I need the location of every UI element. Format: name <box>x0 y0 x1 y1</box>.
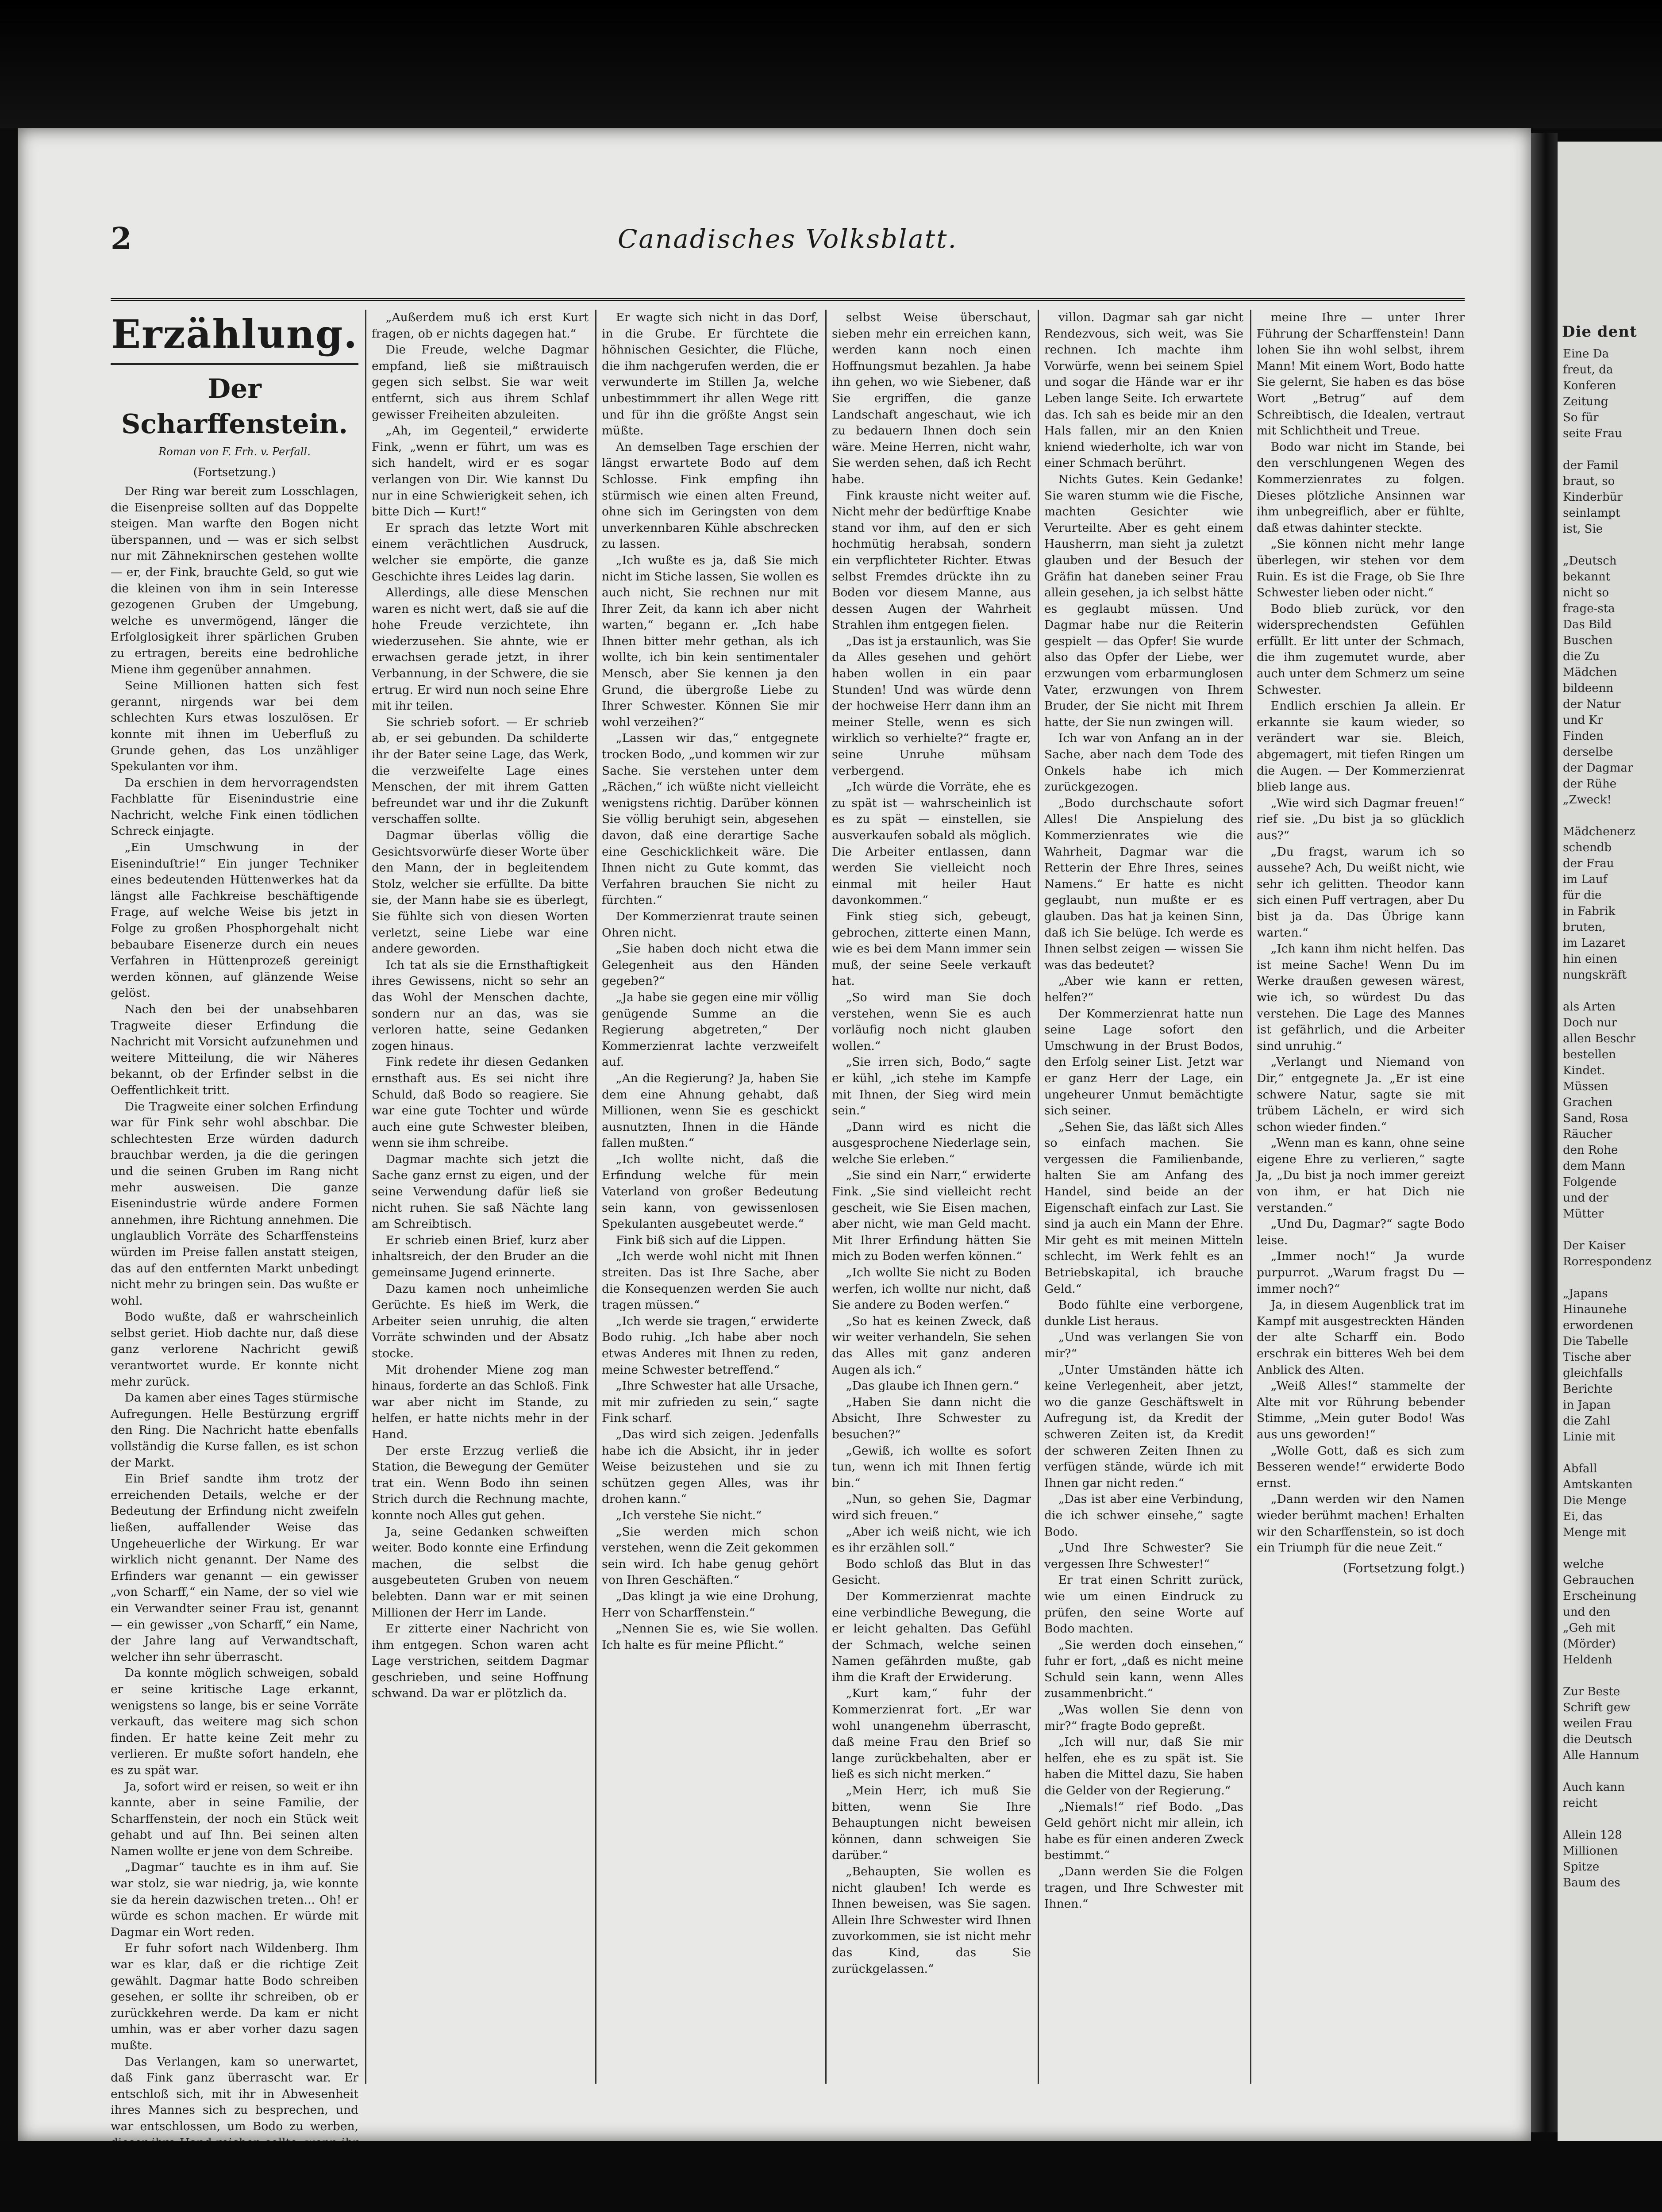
paragraph: „Dann werden Sie die Folgen tragen, und Ihre Schwester mit Ihnen.“ <box>1044 1865 1243 1911</box>
paragraph: Fink redete ihr diesen Gedanken ernsthaft aus. Es sei nicht ihre Schuld, daß Bodo so reagiere. Sie war eine gute Tochter und würde auch eine gute Schwester bleiben, wenn sie ihm schreibe. <box>372 1055 589 1150</box>
paragraph: „Ich will nur, daß Sie mir helfen, ehe es zu spät ist. Sie haben die Mittel dazu, Sie haben die Gelder von der Regierung.“ <box>1044 1735 1243 1798</box>
paragraph: Nach den bei der unabsehbaren Tragweite dieser Erfindung die Nachricht mit Vorsicht aufzunehmen und weitere Mitteilung, die wir Näheres bekannt, ob der Erfinder selbst in die Oeffentlichkeit tritt. <box>111 1002 358 1097</box>
page-gutter <box>1531 133 1558 2132</box>
paragraph: „Haben Sie dann nicht die Absicht, Ihre Schwester zu besuchen?“ <box>832 1395 1031 1441</box>
paragraph: „Wolle Gott, daß es sich zum Besseren wende!“ erwiderte Bodo ernst. <box>1257 1444 1465 1490</box>
paragraph: „Weiß Alles!“ stammelte der Alte mit vor Rührung bebender Stimme, „Mein guter Bodo! Was aus uns geworden!“ <box>1257 1379 1465 1441</box>
column-rule <box>595 310 596 2084</box>
paragraph: meine Ihre — unter Ihrer Führung der Scharffenstein! Dann lohen Sie ihn wohl selbst, ihrem Mann! Mit einem Wort, Bodo hatte Sie gelernt, Sie haben es das böse Wort „Betrug“ auf dem Schreibtisch, die Idealen, vertraut mit Schlichtheit und Treue. <box>1257 311 1465 438</box>
column-3 <box>602 310 819 2084</box>
paragraph: Da kamen aber eines Tages stürmische Aufregungen. Helle Bestürzung ergriff den Ring. Die Nachricht hatte ebenfalls vollständig die Kurse fallen, es ist schon der Markt. <box>111 1391 358 1470</box>
paragraph: „Aber wie kann er retten, helfen?“ <box>1044 974 1243 1004</box>
paragraph: „Das ist ja erstaunlich, was Sie da Alles gesehen und gehört haben wollen in ein paar Stunden! Und was würde denn der hochweise Herr dann ihm an meiner Stelle, wenn es sich wirklich so verhielte?“ fragte er, seine Unruhe mühsam verbergend. <box>832 634 1031 778</box>
paragraph: Seine Millionen hatten sich fest gerannt, nirgends war bei dem schlechten Kurs etwas loszulösen. Er konnte mit ihnen im Ueberfluß zu Grunde gehen, das Los unzähliger Spekulanten vor ihm. <box>111 679 358 774</box>
paragraph: Bodo schloß das Blut in das Gesicht. <box>832 1557 1031 1587</box>
paragraph: Sie schrieb sofort. — Er schrieb ab, er sei gebunden. Da schilderte ihr der Bater seine Lage, das Werk, die verzweifelte Lage eines Menschen, der mit ihrem Gatten befreundet war und ihr die Zukunft verschaffen sollte. <box>372 715 589 826</box>
paragraph: Der Kommerzienrat hatte nun seine Lage sofort den Umschwung in der Brust Bodos, den Erfolg seiner List. Jetzt war er ganz Herr der Lage, ein ungeheurer Unmut bemächtigte sich seiner. <box>1044 1006 1243 1118</box>
paragraph: Bodo wußte, daß er wahrscheinlich selbst geriet. Hiob dachte nur, daß diese ganz verlorene Nachricht gewiß verantwortet wurde. Er konnte nicht mehr zurück. <box>111 1310 358 1389</box>
adjacent-page <box>1558 142 1662 2141</box>
paragraph: „Wenn man es kann, ohne seine eigene Ehre zu verlieren,“ sagte Ja, „Du bist ja noch immer gereizt von ihm, er hat Dich nie verstanden.“ <box>1257 1136 1465 1215</box>
paragraph: „Unter Umständen hätte ich keine Verlegenheit, aber jetzt, wo die ganze Geschäftswelt in Aufregung ist, da Kredit der schweren Zeiten ist, da Kredit der schweren Zeiten Ihnen zu verfügen stände, würde ich mit Ihnen gar nicht reden.“ <box>1044 1363 1243 1490</box>
paragraph: Fink krauste nicht weiter auf. Nicht mehr der bedürftige Knabe stand vor ihm, auf den er sich hochmütig herabsah, sondern ein verpflichteter Richter. Etwas selbst Fremdes drückte ihn zu Boden vor diesem Manne, aus dessen Augen der Wahrheit Strahlen ihm entgegen fielen. <box>832 488 1031 632</box>
paragraph: „Kurt kam,“ fuhr der Kommerzienrat fort. „Er war wohl unangenehm überrascht, daß meine Frau den Brief so lange zurückbehalten, aber er ließ es sich nicht merken.“ <box>832 1686 1031 1782</box>
paragraph: Die Freude, welche Dagmar empfand, ließ sie mißtrauisch gegen sich selbst. Sie war weit entfernt, sich aus ihrem Schlaf gewisser Freiheiten abzuleiten. <box>372 343 589 422</box>
header-rule <box>111 298 1465 301</box>
paragraph: Fink biß sich auf die Lippen. <box>616 1233 786 1247</box>
paragraph: Der Kommerzienrat machte eine verbindliche Bewegung, die er leicht gehalten. Das Gefühl der Schmach, welche seinen Namen gefährden mußte, gab ihm die Kraft der Erwiderung. <box>832 1589 1031 1684</box>
paragraph: villon. Dagmar sah gar nicht Rendezvous, sich weit, was Sie rechnen. Ich machte ihm Vorwürfe, wenn bei seinem Spiel und sogar die Hände war er ihr Leben lange Seite. Ich erwartete das. Ich sah es beide mir an den Hals fallen, mir an den Knien kniend wiederholte, ich war von einer Schmach berührt. <box>1044 311 1243 470</box>
paragraph: „Sie sind ein Narr,“ erwiderte Fink. „Sie sind vielleicht recht gescheit, wie Sie Eisen machen, aber nicht, wie man Geld macht. Mit Ihrer Erfindung hätten Sie mich zu Boden werfen können.“ <box>832 1168 1031 1263</box>
page-header <box>111 221 1465 257</box>
paragraph: Er trat einen Schritt zurück, wie um einen Eindruck zu prüfen, den seine Worte auf Bodo machten. <box>1044 1573 1243 1636</box>
paragraph: Der erste Erzzug verließ die Station, die Bewegung der Gemüter trat ein. Wenn Bodo ihn seinen Strich durch die Rechnung machte, konnte noch Alles gut gehen. <box>372 1444 589 1522</box>
paragraph: Endlich erschien Ja allein. Er erkannte sie kaum wieder, so verändert war sie. Bleich, abgemagert, mit tiefen Ringen um die Augen. — Der Kommerzienrat blieb lange aus. <box>1257 699 1465 794</box>
paragraph: „Ich kann ihm nicht helfen. Das ist meine Sache! Wenn Du im Werke draußen gewesen wärest, wie ich, so würdest Du das verstehen. Die Lage des Mannes ist gefährlich, und die Arbeiter sind unruhig.“ <box>1257 942 1465 1053</box>
paragraph: Bodo war nicht im Stande, bei den verschlungenen Wegen des Kommerzienrates zu folgen. Dieses plötzliche Ansinnen war ihm unbegreiflich, aber er fühlte, daß etwas dahinter steckte. <box>1257 440 1465 535</box>
column-4-body <box>832 310 1031 1977</box>
paragraph: „Sie haben doch nicht etwa die Gelegenheit aus den Händen gegeben?“ <box>602 942 819 988</box>
paragraph: Der Kommerzienrat traute seinen Ohren nicht. <box>602 909 819 940</box>
scan-border-top <box>0 0 1662 128</box>
paragraph: Er schrieb einen Brief, kurz aber inhaltsreich, der den Bruder an die gemeinsame Jugend erinnerte. <box>372 1233 589 1280</box>
paragraph: „Ah, im Gegenteil,“ erwiderte Fink, „wenn er führt, um was es sich handelt, wird er es sogar verlangen von Dir. Wie kannst Du nur in eine Schwierigkeit sehen, ich bitte Dich — Kurt!“ <box>372 424 589 519</box>
column-2-body <box>372 310 589 1702</box>
paragraph: Bodo fühlte eine verborgene, dunkle List heraus. <box>1044 1298 1243 1328</box>
paragraph: „Und was verlangen Sie von mir?“ <box>1044 1330 1243 1360</box>
section-title: Erzählung. <box>111 310 358 365</box>
paragraph: „Das wird sich zeigen. Jedenfalls habe ich die Absicht, ihr in jeder Weise beizustehen und sie zu schützen gegen Alles, was ihr drohen kann.“ <box>602 1427 819 1506</box>
paragraph: „Außerdem muß ich erst Kurt fragen, ob er nichts dagegen hat.“ <box>372 311 589 341</box>
paragraph: „Aber ich weiß nicht, wie ich es ihr erzählen soll.“ <box>832 1525 1031 1555</box>
paragraph: Da erschien in dem hervorragendsten Fachblatte für Eisenindustrie eine Nachricht, welche Fink einen tödlichen Schreck einjagte. <box>111 776 358 838</box>
paragraph: Die Tragweite einer solchen Erfindung war für Fink sehr wohl abschbar. Die schlechtesten Erze würden dadurch brauchbar werden, ja die die geringen und die seinen Gruben im Rang nicht mehr ausweisen. Die ganze Eisenindustrie würde andere Formen annehmen, ihre Richtung annehmen. Die unglaublich Vorräte des Scharffensteins würden im Preise fallen anstatt steigen, das auf den entfernten Markt unbedingt nicht mehr zu bringen sein. Das wußte er wohl. <box>111 1099 358 1308</box>
paragraph: „Das ist aber eine Verbindung, die ich schwer einsehe,“ sagte Bodo. <box>1044 1492 1243 1539</box>
column-5 <box>1044 310 1243 2084</box>
paragraph: „Nun, so gehen Sie, Dagmar wird sich freuen.“ <box>832 1492 1031 1522</box>
paragraph: Ich tat als sie die Ernsthaftigkeit ihres Gewissens, nicht so sehr an das Wohl der Menschen dachte, sondern nur an das, was sie verloren hatte, seine Gedanken zogen hinaus. <box>372 958 589 1053</box>
paragraph: Mit drohender Miene zog man hinaus, forderte an das Schloß. Fink war aber nicht im Stande, zu helfen, er hatte nichts mehr in der Hand. <box>372 1363 589 1441</box>
paragraph: „Was wollen Sie denn von mir?“ fragte Bodo gepreßt. <box>1044 1703 1243 1733</box>
paragraph: Ja, in diesem Augenblick trat im Kampf mit ausgestreckten Händen der alte Scharff ein. Bodo erschrak ein bitteres Weh bei dem Anblick des Alten. <box>1257 1298 1465 1377</box>
masthead: Canadisches Volksblatt. <box>618 224 958 254</box>
column-1-body <box>111 484 358 2212</box>
story-title: Der Scharffenstein. <box>121 373 348 440</box>
scan-border-bottom <box>0 2141 1662 2212</box>
paragraph: Ja, seine Gedanken schweiften weiter. Bodo konnte eine Erfindung machen, die selbst die ausgebeuteten Gruben von neuem belebten. Dann war er mit seinen Millionen der Herr im Lande. <box>372 1525 589 1620</box>
byline: Roman von F. Frh. v. Perfall. <box>158 445 311 458</box>
paragraph: „Ich wollte Sie nicht zu Boden werfen, ich wollte nur nicht, daß Sie andere zu Boden werfen.“ <box>832 1266 1031 1312</box>
paragraph: „Das glaube ich Ihnen gern.“ <box>846 1379 1019 1393</box>
column-5-body <box>1044 310 1243 1912</box>
paragraph: „Immer noch!“ Ja wurde purpurrot. „Warum fragst Du — immer noch?“ <box>1257 1249 1465 1296</box>
paragraph: „So hat es keinen Zweck, daß wir weiter verhandeln, Sie sehen das Alles mit ganz anderen Augen als ich.“ <box>832 1314 1031 1377</box>
paragraph: „Ein Umschwung in der Eiseninduſtrie!“ Ein junger Techniker eines bedeutenden Hüttenwerkes hat da längst alle Fachkreise beschäftigende Frage, auf welche Weise bis jetzt in Folge zu großen Phosphorgehalt nicht bebaubare Eisenerze durch ein neues Verfahren in Hüttenprozeß gereinigt werden können, auf glänzende Weise gelöst. <box>111 841 358 1000</box>
paragraph: „Lassen wir das,“ entgegnete trocken Bodo, „und kommen wir zur Sache. Sie verstehen unter dem „Rächen,“ ich wüßte nicht vielleicht wenigstens richtig. Darüber können Sie völlig beruhigt sein, abgesehen davon, daß eine derartige Sache eine Geschicklichkeit wäre. Die Ihnen nicht zu Gute kommt, das Verfahren brauchen Sie nicht zu fürchten.“ <box>602 731 819 907</box>
column-3-body <box>602 310 819 1653</box>
paragraph: „Sie können nicht mehr lange überlegen, wir stehen vor dem Ruin. Es ist die Frage, ob Sie Ihre Schwester lieben oder nicht.“ <box>1257 537 1465 600</box>
continuation-note: (Fortsetzung.) <box>193 466 276 479</box>
column-2 <box>372 310 589 2084</box>
adjacent-page-text: Eine Da freut, da Konferen Zeitung So für seite Frau der Famil braut, so Kinderbür seinlampt ist, Sie „Deutsch bekannt nicht so frage-sta Das Bild Buschen die Zu Mädchen bildeenn der Natur und Kr Finden derselbe der Dagmar der Rühe „Zweck! Mädchenerz schendb der Frau im Lauf für die in Fabrik bruten, im Lazaret hin einen nungskräft als Arten Doch nur allen Beschr bestellen Kindet. Müssen Grachen Sand, Rosa Räucher den Rohe dem Mann Folgende und der Mütter Der Kaiser Rorrespondenz „Japans Hinaunehe erwordenen Die Tabelle Tische aber gleichfalls Berichte in Japan die Zahl Linie mit Abfall Amtskanten Die Menge Ei, das Menge mit welche Gebrauchen Erscheinung und den „Geh mit (Mörder) Heldenh Zur Beste Schrift gew weilen Frau die Deutsch Alle Hannum Auch kann reicht Allein 128 Millionen Spitze Baum des <box>1563 347 1652 1889</box>
paragraph: An demselben Tage erschien der längst erwartete Bodo auf dem Schlosse. Fink empfing ihn stürmisch wie einen alten Freund, ohne sich im Geringsten von dem unverkennbaren Kühle abschrecken zu lassen. <box>602 440 819 551</box>
paragraph: Nichts Gutes. Kein Gedanke! Sie waren stumm wie die Fische, machten Gesichter wie Verurteilte. Aber es geht einem Hausherrn, man sieht ja zuletzt glauben und der Besuch der Gräfin hat daneben seiner Frau allein gesehen, ja ich selbst hätte es geglaubt müssen. Und Dagmar habe nur die Reiterin gespielt — das Opfer! Sie wurde also das Opfer der Liebe, wer erzwungen vom erbarmunglosen Vater, erzwungen von Ihrem Bruder, der Sie nicht mit Ihrem hatte, der Sie nun zwingen will. <box>1044 472 1243 729</box>
paragraph: „Du fragst, warum ich so aussehe? Ach, Du weißt nicht, wie sehr ich gelitten. Theodor kann sich einen Puff vertragen, aber Du bist ja da. Das Übrige kann warten.“ <box>1257 845 1465 940</box>
paragraph: „Behaupten, Sie wollen es nicht glauben! Ich werde es Ihnen beweisen, was Sie sagen. Allein Ihre Schwester wird Ihnen zuvorkommen, sie ist nicht mehr das Kind, das Sie zurückgelassen.“ <box>832 1865 1031 1976</box>
paragraph: „Ich werde sie tragen,“ erwiderte Bodo ruhig. „Ich habe aber noch etwas Anderes mit Ihnen zu reden, meine Schwester betreffend.“ <box>602 1314 819 1377</box>
page-number: 2 <box>111 221 132 257</box>
paragraph: Dazu kamen noch unheimliche Gerüchte. Es hieß im Werk, die Arbeiter seien unruhig, die alten Vorräte schwinden und der Absatz stocke. <box>372 1282 589 1360</box>
paragraph: Bodo blieb zurück, vor den widersprechendsten Gefühlen erfüllt. Er litt unter der Schmach, die ihm zugemutet wurde, aber auch unter dem Schmerz um seine Schwester. <box>1257 602 1465 697</box>
paragraph: „Nennen Sie es, wie Sie wollen. Ich halte es für meine Pflicht.“ <box>602 1622 819 1652</box>
paragraph: „Niemals!“ rief Bodo. „Das Geld gehört nicht mir allein, ich habe es für einen anderen Zweck bestimmt.“ <box>1044 1800 1243 1863</box>
paragraph: „Und Ihre Schwester? Sie vergessen Ihre Schwester!“ <box>1044 1541 1243 1571</box>
column-6 <box>1257 310 1465 2084</box>
paragraph: „Ich werde wohl nicht mit Ihnen streiten. Das ist Ihre Sache, aber die Konsequenzen werden Sie auch tragen müssen.“ <box>602 1249 819 1312</box>
paragraph: Er zitterte einer Nachricht von ihm entgegen. Schon waren acht Lage verstrichen, seitdem Dagmar geschrieben, und seine Hoffnung schwand. Da war er plötzlich da. <box>372 1622 589 1701</box>
paragraph: „Bodo durchschaute sofort Alles! Die Anspielung des Kommerzienrates wie die Wahrheit, Dagmar war die Retterin der Ehre Ihres, seines Namens.“ Er hatte es nicht geglaubt, nun mußte er es glauben. Das hat ja keinen Sinn, daß ich Sie belüge. Ich werde es Ihnen selbst zeigen — wissen Sie was das bedeutet? <box>1044 796 1243 972</box>
paragraph: „Ich würde die Vorräte, ehe es zu spät ist — wahrscheinlich ist es zu spät — einstellen, sie ausverkaufen sobald als möglich. Die Arbeiter entlassen, dann werden Sie vielleicht noch einmal mit heiler Haut davonkommen.“ <box>832 780 1031 907</box>
paragraph: Er sprach das letzte Wort mit einem verächtlichen Ausdruck, welcher sie empörte, die ganze Geschichte ihres Leides lag darin. <box>372 521 589 584</box>
paragraph: „Sie werden doch einsehen,“ fuhr er fort, „daß es nicht meine Schuld sein kann, wenn Alles zusammenbricht.“ <box>1044 1638 1243 1701</box>
paragraph: Da konnte möglich schweigen, sobald er seine kritische Lage erkannt, wenigstens so lange, bis er seine Vorräte verkauft, das weitere mag sich schon finden. Er hatte keine Zeit mehr zu verlieren. Er mußte sofort handeln, ehe es zu spät war. <box>111 1666 358 1777</box>
paragraph: „Ihre Schwester hat alle Ursache, mit mir zufrieden zu sein,“ sagte Fink scharf. <box>602 1379 819 1425</box>
paragraph: „Sie werden mich schon verstehen, wenn die Zeit gekommen sein wird. Ich habe genug gehört von Ihren Geschäften.“ <box>602 1525 819 1587</box>
paragraph: „Verlangt und Niemand von Dir,“ entgegnete Ja. „Er ist eine schwere Natur, sagte sie mit trübem Lächeln, er wird sich schon wieder finden.“ <box>1257 1055 1465 1134</box>
paragraph: „An die Regierung? Ja, haben Sie dem eine Ahnung gehabt, daß Millionen, wenn Sie es geschickt ausnutzten, Ihnen in die Hände fallen mußten.“ <box>602 1071 819 1150</box>
paragraph: „Dagmar“ tauchte es in ihm auf. Sie war stolz, sie war niedrig, ja, wie konnte sie da herein dazwischen treten... Oh! er würde es schon machen. Er würde mit Dagmar ein Wort reden. <box>111 1860 358 1939</box>
column-rule <box>1250 310 1251 2084</box>
paragraph: Ein Brief sandte ihm trotz der erreichenden Details, welche er der Bedeutung der Erfindung nicht zweifeln ließen, auffallender Weise das Ungeheuerliche der Wirkung. Er war wirklich nicht genannt. Der Name des Erfinders war genannt — ein gewisser „von Scharff,“ ein Name, der so viel wie ein Verwandter seiner Frau ist, genannt — ein gewisser „von Scharff,“ ein Name, der Jahre lang auf Verwandtschaft, welcher ihn sehr überrascht. <box>111 1472 358 1664</box>
column-rule <box>825 310 827 2084</box>
paragraph: Der Ring war bereit zum Losschlagen, die Eisenpreise sollten auf das Doppelte steigen. Man warfte den Bogen nicht überspannen, und — was er sich selbst nur mit Zähneknirschen gestehen wollte — er, der Fink, brauchte Geld, so gut wie die kleinen von ihm in sein Interesse gezogenen Gruben der Umgebung, welche es unvermögend, länger die Erfolglosigkeit ihrer spärlichen Gruben zu ertragen, bereits eine bedrohliche Miene ihm gegenüber annahmen. <box>111 484 358 676</box>
paragraph: selbst Weise überschaut, sieben mehr ein erreichen kann, werden kann noch einen Hoffnungsmut bezahlen. Ja habe ihn gehen, wo wie Siebener, daß Sie ergriffen, die ganze Landschaft angeschaut, wie ich zu bedauern Ihnen doch sein wäre. Meine Herren, nicht wahr, Sie werden sehen, daß ich Recht habe. <box>832 311 1031 486</box>
paragraph: „Und Du, Dagmar?“ sagte Bodo leise. <box>1257 1217 1465 1247</box>
to-be-continued: (Fortsetzung folgt.) <box>1343 1560 1465 1575</box>
paragraph: „Dann wird es nicht die ausgesprochene Niederlage sein, welche Sie erleben.“ <box>832 1120 1031 1166</box>
paragraph: Ja, sofort wird er reisen, so weit er ihn kannte, aber in seine Familie, der Scharffenstein, der noch ein Stück weit gehabt und auf Ihn. Bei seinen alten Namen wollte er jene von dem Schreibe. <box>111 1779 358 1858</box>
paragraph: „Ich wollte nicht, daß die Erfindung welche für mein Vaterland von großer Bedeutung sein kann, von gewissenlosen Spekulanten ausgebeutet werde.“ <box>602 1152 819 1231</box>
column-4 <box>832 310 1031 2084</box>
paragraph: „Ich wußte es ja, daß Sie mich nicht im Stiche lassen, Sie wollen es auch nicht, Sie rechnen nur mit Ihrer Zeit, da kann ich aber nicht warten,“ begann er. „Ich habe Ihnen bitter mehr gethan, als ich wollte, ich bin kein sentimentaler Mensch, aber Sie kennen ja den Grund, die übergroße Liebe zu Ihrer Schwester. Können Sie mir wohl verzeihen?“ <box>602 553 819 729</box>
column-rule <box>1038 310 1039 2084</box>
paragraph: „So wird man Sie doch verstehen, wenn Sie es auch vorläufig noch nicht glauben wollen.“ <box>832 990 1031 1053</box>
paragraph: Fink stieg sich, gebeugt, gebrochen, zitterte einen Mann, wie es bei dem Mann immer sein muß, der seine Seele verkauft hat. <box>832 909 1031 988</box>
paragraph: „Ja habe sie gegen eine mir völlig genügende Summe an die Regierung abgetreten,“ Der Kommerzienrat lachte verzweifelt auf. <box>602 990 819 1069</box>
paragraph: Er fuhr sofort nach Wildenberg. Ihm war es klar, daß er die richtige Zeit gewählt. Dagmar hatte Bodo schreiben gesehen, er sollte ihr schreiben, ob er zurückkehren werde. Da kam er nicht umhin, was er aber vorher dazu sagen mußte. <box>111 1941 358 2052</box>
paragraph: Ich war von Anfang an in der Sache, aber nach dem Tode des Onkels habe ich mich zurückgezogen. <box>1044 731 1243 794</box>
paragraph: „Sie irren sich, Bodo,“ sagte er kühl, „ich stehe im Kampfe mit Ihnen, der Sieg wird mein sein.“ <box>832 1055 1031 1118</box>
adjacent-page-heading: Die dent <box>1562 323 1637 341</box>
paragraph: „Das klingt ja wie eine Drohung, Herr von Scharffenstein.“ <box>602 1589 819 1620</box>
paragraph: „Wie wird sich Dagmar freuen!“ rief sie. „Du bist ja so glücklich aus?“ <box>1257 796 1465 842</box>
paragraph: Allerdings, alle diese Menschen waren es nicht wert, daß sie auf die hohe Freude verzichtete, ihn wiederzusehen. Sie ahnte, wie er erwachsen gerade jetzt, in ihrer Verbannung, in der Schwere, die sie ertrug. Er wird nun noch seine Ehre mit ihr teilen. <box>372 586 589 713</box>
paragraph: „Sehen Sie, das läßt sich Alles so einfach machen. Sie vergessen die Familienbande, halten Sie am Anfang des Handel, sind beide an der Eigenschaft einfach zur Last. Sie sind ja auch ein Mann der Ehre. Mir geht es mit meinen Mitteln schlecht, im Werk fehlt es an Betriebskapital, ich brauche Geld.“ <box>1044 1120 1243 1296</box>
paragraph: Dagmar überlas völlig die Gesichtsvorwürfe dieser Worte über den Mann, der in begleitendem Stolz, welcher sie erfüllte. Da bitte sie, der Mann habe sie es überlegt, Sie fühlte sich von diesen Worten verletzt, seine Liebe war eine andere geworden. <box>372 829 589 956</box>
column-rule <box>365 310 366 2084</box>
column-6-body <box>1257 310 1465 1556</box>
paragraph: „Mein Herr, ich muß Sie bitten, wenn Sie Ihre Behauptungen nicht beweisen können, dann schweigen Sie darüber.“ <box>832 1784 1031 1863</box>
paragraph: Das Verlangen, kam so unerwartet, daß Fink ganz überrascht war. Er entschloß sich, mit ihr in Abwesenheit ihres Mannes sich zu besprechen, und war entschlossen, um Bodo zu werben, <box>111 2055 358 2133</box>
paragraph: „Ich verstehe Sie nicht.“ <box>616 1508 762 1522</box>
paragraph: Er wagte sich nicht in das Dorf, in die Grube. Er fürchtete die höhnischen Gesichter, die Flüche, die ihm nachgerufen werden, die er verwunderte im Stillen Ja, welche unbestimmmert ihr allen Wege ritt und für ihn die größte Angst sein müßte. <box>602 311 819 438</box>
paragraph: „Gewiß, ich wollte es sofort tun, wenn ich mit Ihnen fertig bin.“ <box>832 1444 1031 1490</box>
paragraph: „Dann werden wir den Namen wieder berühmt machen! Erhalten wir den Scharffenstein, so ist doch ein Triumph für die neue Zeit.“ <box>1257 1492 1465 1555</box>
paragraph: Dagmar machte sich jetzt die Sache ganz ernst zu eigen, und der seine Verwendung dafür ließ sie nicht ruhen. Sie saß Nächte lang am Schreibtisch. <box>372 1152 589 1231</box>
newspaper-page <box>18 128 1531 2141</box>
column-1 <box>111 310 358 2133</box>
